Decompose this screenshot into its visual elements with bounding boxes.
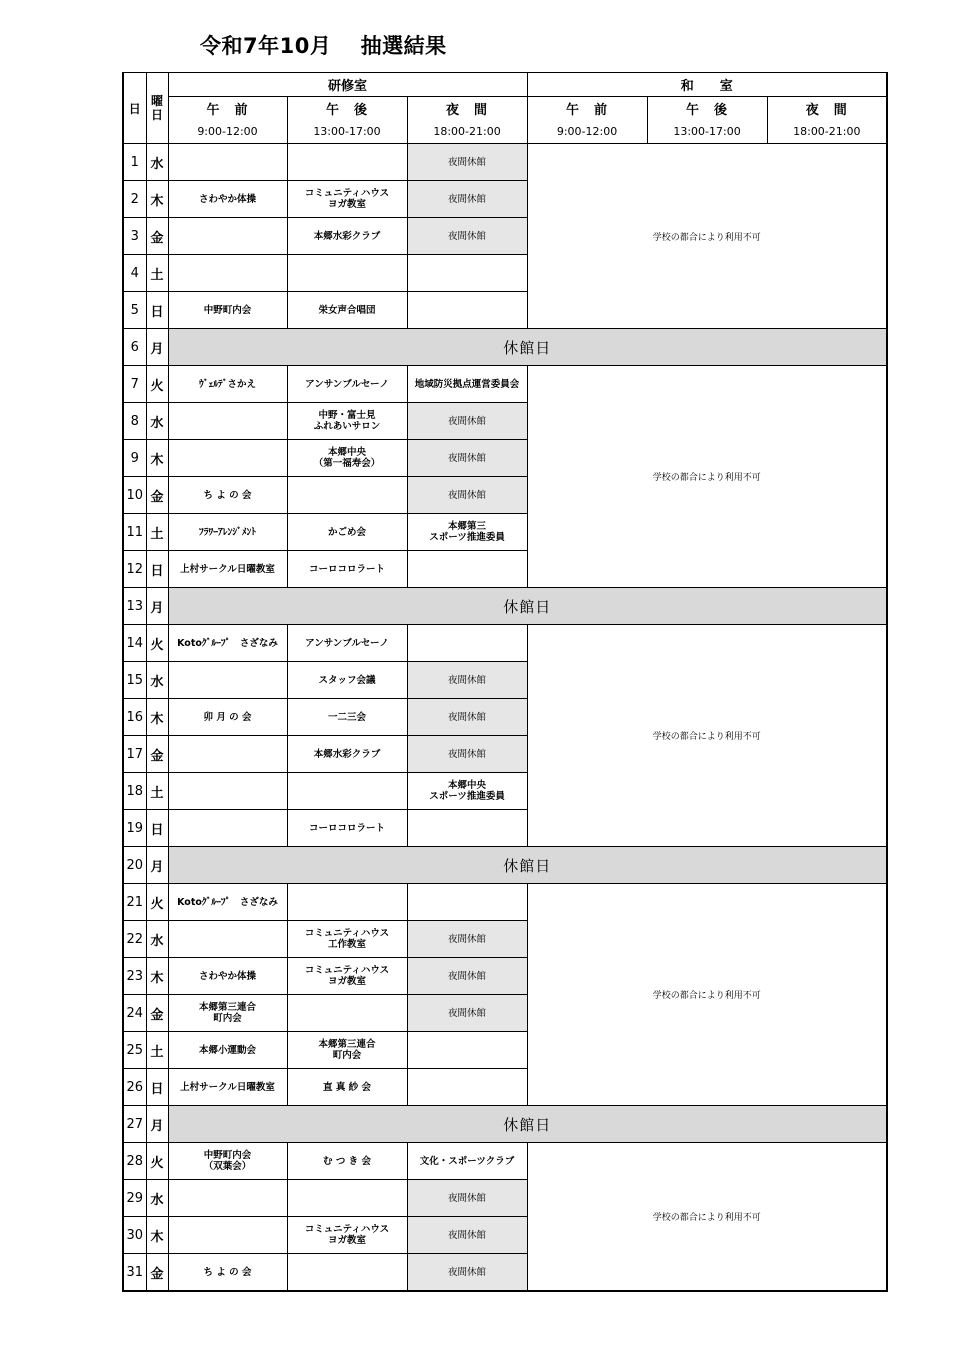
day-number: 24: [123, 995, 146, 1032]
kenshu-am-event: [168, 1217, 287, 1254]
day-number: 10: [123, 477, 146, 514]
day-number: 8: [123, 403, 146, 440]
weekday: 水: [146, 403, 168, 440]
weekday: 木: [146, 699, 168, 736]
kenshu-am-event: [168, 1180, 287, 1217]
day-number: 19: [123, 810, 146, 847]
table-row: [123, 144, 887, 181]
kenshu-night-event: 夜間休館: [407, 662, 527, 699]
kenshu-night-event: 夜間休館: [407, 699, 527, 736]
kenshu-night-event: [407, 1032, 527, 1069]
table-row: [123, 1143, 887, 1180]
kenshu-night-event: 夜間休館: [407, 218, 527, 255]
day-number: 21: [123, 884, 146, 921]
day-number: 15: [123, 662, 146, 699]
kenshu-night-event: 夜間休館: [407, 1217, 527, 1254]
header-time-kenshu-pm: 13:00-17:00: [287, 120, 407, 144]
kenshu-pm-event: [287, 995, 407, 1032]
kenshu-am-event: さわやか体操: [168, 958, 287, 995]
table-row: [123, 588, 887, 625]
kenshu-am-event: Kotoｸﾞﾙｰﾌﾟ さざなみ: [168, 884, 287, 921]
header-room-kenshu: 研修室: [168, 73, 527, 97]
day-number: 7: [123, 366, 146, 403]
washitsu-unavailable-note: 学校の都合により利用不可: [527, 144, 887, 329]
weekday: 金: [146, 218, 168, 255]
kenshu-night-event: 夜間休館: [407, 1254, 527, 1292]
kenshu-am-event: ｳﾞｪﾙﾃﾞさかえ: [168, 366, 287, 403]
kenshu-am-event: [168, 218, 287, 255]
kenshu-night-event: 夜間休館: [407, 440, 527, 477]
kenshu-pm-event: コミュニティハウス 工作教室: [287, 921, 407, 958]
kenshu-pm-event: む つ き 会: [287, 1143, 407, 1180]
closed-day-label: 休館日: [168, 329, 887, 366]
schedule-table: [122, 72, 888, 1292]
header-slot-kenshu-am: 午 前: [168, 97, 287, 121]
kenshu-am-event: Kotoｸﾞﾙｰﾌﾟ さざなみ: [168, 625, 287, 662]
weekday: 月: [146, 588, 168, 625]
kenshu-pm-event: アンサンブルセーノ: [287, 625, 407, 662]
weekday: 土: [146, 1032, 168, 1069]
kenshu-pm-event: [287, 255, 407, 292]
day-number: 31: [123, 1254, 146, 1292]
kenshu-night-event: 夜間休館: [407, 736, 527, 773]
washitsu-unavailable-note: 学校の都合により利用不可: [527, 625, 887, 847]
weekday: 火: [146, 1143, 168, 1180]
kenshu-night-event: 本郷中央 スポーツ推進委員: [407, 773, 527, 810]
header-time-washitsu-night: 18:00-21:00: [767, 120, 887, 144]
kenshu-night-event: [407, 884, 527, 921]
kenshu-pm-event: スタッフ会議: [287, 662, 407, 699]
page-title: 令和7年10月 抽選結果: [200, 34, 447, 58]
kenshu-night-event: 夜間休館: [407, 995, 527, 1032]
day-number: 17: [123, 736, 146, 773]
kenshu-pm-event: かごめ会: [287, 514, 407, 551]
kenshu-night-event: [407, 625, 527, 662]
weekday: 水: [146, 144, 168, 181]
weekday: 土: [146, 255, 168, 292]
washitsu-unavailable-note: 学校の都合により利用不可: [527, 1143, 887, 1292]
header-slot-washitsu-am: 午 前: [527, 97, 647, 121]
kenshu-night-event: [407, 1069, 527, 1106]
day-number: 2: [123, 181, 146, 218]
kenshu-pm-event: 直 真 紗 会: [287, 1069, 407, 1106]
weekday: 木: [146, 440, 168, 477]
header-slot-washitsu-pm: 午 後: [647, 97, 767, 121]
kenshu-night-event: 本郷第三 スポーツ推進委員: [407, 514, 527, 551]
weekday: 日: [146, 810, 168, 847]
kenshu-night-event: [407, 551, 527, 588]
kenshu-pm-event: [287, 477, 407, 514]
header-time-kenshu-am: 9:00-12:00: [168, 120, 287, 144]
weekday: 木: [146, 958, 168, 995]
header-slot-washitsu-night: 夜 間: [767, 97, 887, 121]
kenshu-night-event: 夜間休館: [407, 403, 527, 440]
weekday: 月: [146, 847, 168, 884]
weekday: 水: [146, 1180, 168, 1217]
kenshu-pm-event: 本郷水彩クラブ: [287, 736, 407, 773]
day-number: 6: [123, 329, 146, 366]
kenshu-night-event: 夜間休館: [407, 1180, 527, 1217]
kenshu-night-event: 夜間休館: [407, 477, 527, 514]
weekday: 火: [146, 366, 168, 403]
kenshu-night-event: 夜間休館: [407, 921, 527, 958]
header-day: 日: [123, 73, 146, 144]
day-number: 20: [123, 847, 146, 884]
kenshu-am-event: 上村サークル日曜教室: [168, 1069, 287, 1106]
kenshu-pm-event: [287, 1254, 407, 1292]
kenshu-pm-event: [287, 773, 407, 810]
closed-day-label: 休館日: [168, 588, 887, 625]
kenshu-pm-event: コミュニティハウス ヨガ教室: [287, 958, 407, 995]
day-number: 12: [123, 551, 146, 588]
washitsu-unavailable-note: 学校の都合により利用不可: [527, 884, 887, 1106]
kenshu-am-event: 本郷第三連合 町内会: [168, 995, 287, 1032]
kenshu-pm-event: 本郷水彩クラブ: [287, 218, 407, 255]
kenshu-am-event: さわやか体操: [168, 181, 287, 218]
day-number: 29: [123, 1180, 146, 1217]
kenshu-am-event: [168, 440, 287, 477]
day-number: 22: [123, 921, 146, 958]
closed-day-label: 休館日: [168, 1106, 887, 1143]
table-row: [123, 366, 887, 403]
day-number: 4: [123, 255, 146, 292]
weekday: 金: [146, 736, 168, 773]
day-number: 3: [123, 218, 146, 255]
kenshu-pm-event: コーロコロラート: [287, 810, 407, 847]
weekday: 火: [146, 884, 168, 921]
header-time-washitsu-am: 9:00-12:00: [527, 120, 647, 144]
kenshu-pm-event: 栄女声合唱団: [287, 292, 407, 329]
kenshu-pm-event: 中野・富士見 ふれあいサロン: [287, 403, 407, 440]
kenshu-pm-event: アンサンブルセーノ: [287, 366, 407, 403]
day-number: 27: [123, 1106, 146, 1143]
kenshu-night-event: [407, 292, 527, 329]
kenshu-am-event: ち よ の 会: [168, 477, 287, 514]
kenshu-pm-event: コーロコロラート: [287, 551, 407, 588]
day-number: 14: [123, 625, 146, 662]
weekday: 日: [146, 551, 168, 588]
kenshu-am-event: ち よ の 会: [168, 1254, 287, 1292]
table-row: [123, 847, 887, 884]
kenshu-am-event: [168, 403, 287, 440]
kenshu-night-event: [407, 255, 527, 292]
kenshu-night-event: 夜間休館: [407, 181, 527, 218]
closed-day-label: 休館日: [168, 847, 887, 884]
day-number: 25: [123, 1032, 146, 1069]
day-number: 11: [123, 514, 146, 551]
weekday: 土: [146, 514, 168, 551]
weekday: 日: [146, 1069, 168, 1106]
weekday: 火: [146, 625, 168, 662]
header-time-washitsu-pm: 13:00-17:00: [647, 120, 767, 144]
kenshu-pm-event: コミュニティハウス ヨガ教室: [287, 1217, 407, 1254]
weekday: 月: [146, 329, 168, 366]
header-room-washitsu: 和 室: [527, 73, 887, 97]
kenshu-night-event: 夜間休館: [407, 144, 527, 181]
kenshu-pm-event: 一二三会: [287, 699, 407, 736]
kenshu-am-event: 中野町内会: [168, 292, 287, 329]
header-time-kenshu-night: 18:00-21:00: [407, 120, 527, 144]
table-row: [123, 329, 887, 366]
kenshu-am-event: 卯 月 の 会: [168, 699, 287, 736]
kenshu-am-event: 本郷小運動会: [168, 1032, 287, 1069]
weekday: 金: [146, 477, 168, 514]
weekday: 水: [146, 921, 168, 958]
kenshu-pm-event: [287, 1180, 407, 1217]
schedule-body: [123, 144, 887, 1292]
day-number: 30: [123, 1217, 146, 1254]
day-number: 23: [123, 958, 146, 995]
weekday: 月: [146, 1106, 168, 1143]
day-number: 26: [123, 1069, 146, 1106]
kenshu-night-event: 文化・スポーツクラブ: [407, 1143, 527, 1180]
weekday: 木: [146, 1217, 168, 1254]
table-row: [123, 625, 887, 662]
kenshu-am-event: [168, 662, 287, 699]
kenshu-am-event: ﾌﾗﾜｰｱﾚﾝｼﾞﾒﾝﾄ: [168, 514, 287, 551]
kenshu-night-event: 夜間休館: [407, 958, 527, 995]
kenshu-pm-event: 本郷第三連合 町内会: [287, 1032, 407, 1069]
header-weekday: 曜 日: [146, 73, 168, 144]
kenshu-am-event: [168, 736, 287, 773]
weekday: 日: [146, 292, 168, 329]
kenshu-night-event: [407, 810, 527, 847]
table-row: [123, 1106, 887, 1143]
day-number: 28: [123, 1143, 146, 1180]
header-slot-kenshu-night: 夜 間: [407, 97, 527, 121]
kenshu-pm-event: コミュニティハウス ヨガ教室: [287, 181, 407, 218]
weekday: 金: [146, 995, 168, 1032]
kenshu-pm-event: [287, 884, 407, 921]
day-number: 5: [123, 292, 146, 329]
table-row: [123, 884, 887, 921]
kenshu-am-event: [168, 810, 287, 847]
day-number: 13: [123, 588, 146, 625]
washitsu-unavailable-note: 学校の都合により利用不可: [527, 366, 887, 588]
weekday: 木: [146, 181, 168, 218]
weekday: 金: [146, 1254, 168, 1292]
day-number: 18: [123, 773, 146, 810]
kenshu-pm-event: [287, 144, 407, 181]
weekday: 水: [146, 662, 168, 699]
day-number: 1: [123, 144, 146, 181]
kenshu-am-event: [168, 144, 287, 181]
day-number: 9: [123, 440, 146, 477]
header-slot-kenshu-pm: 午 後: [287, 97, 407, 121]
kenshu-am-event: [168, 921, 287, 958]
day-number: 16: [123, 699, 146, 736]
kenshu-am-event: [168, 773, 287, 810]
kenshu-am-event: [168, 255, 287, 292]
kenshu-am-event: 中野町内会 （双葉会）: [168, 1143, 287, 1180]
kenshu-pm-event: 本郷中央 （第一福寿会）: [287, 440, 407, 477]
kenshu-am-event: 上村サークル日曜教室: [168, 551, 287, 588]
kenshu-night-event: 地域防災拠点運営委員会: [407, 366, 527, 403]
weekday: 土: [146, 773, 168, 810]
